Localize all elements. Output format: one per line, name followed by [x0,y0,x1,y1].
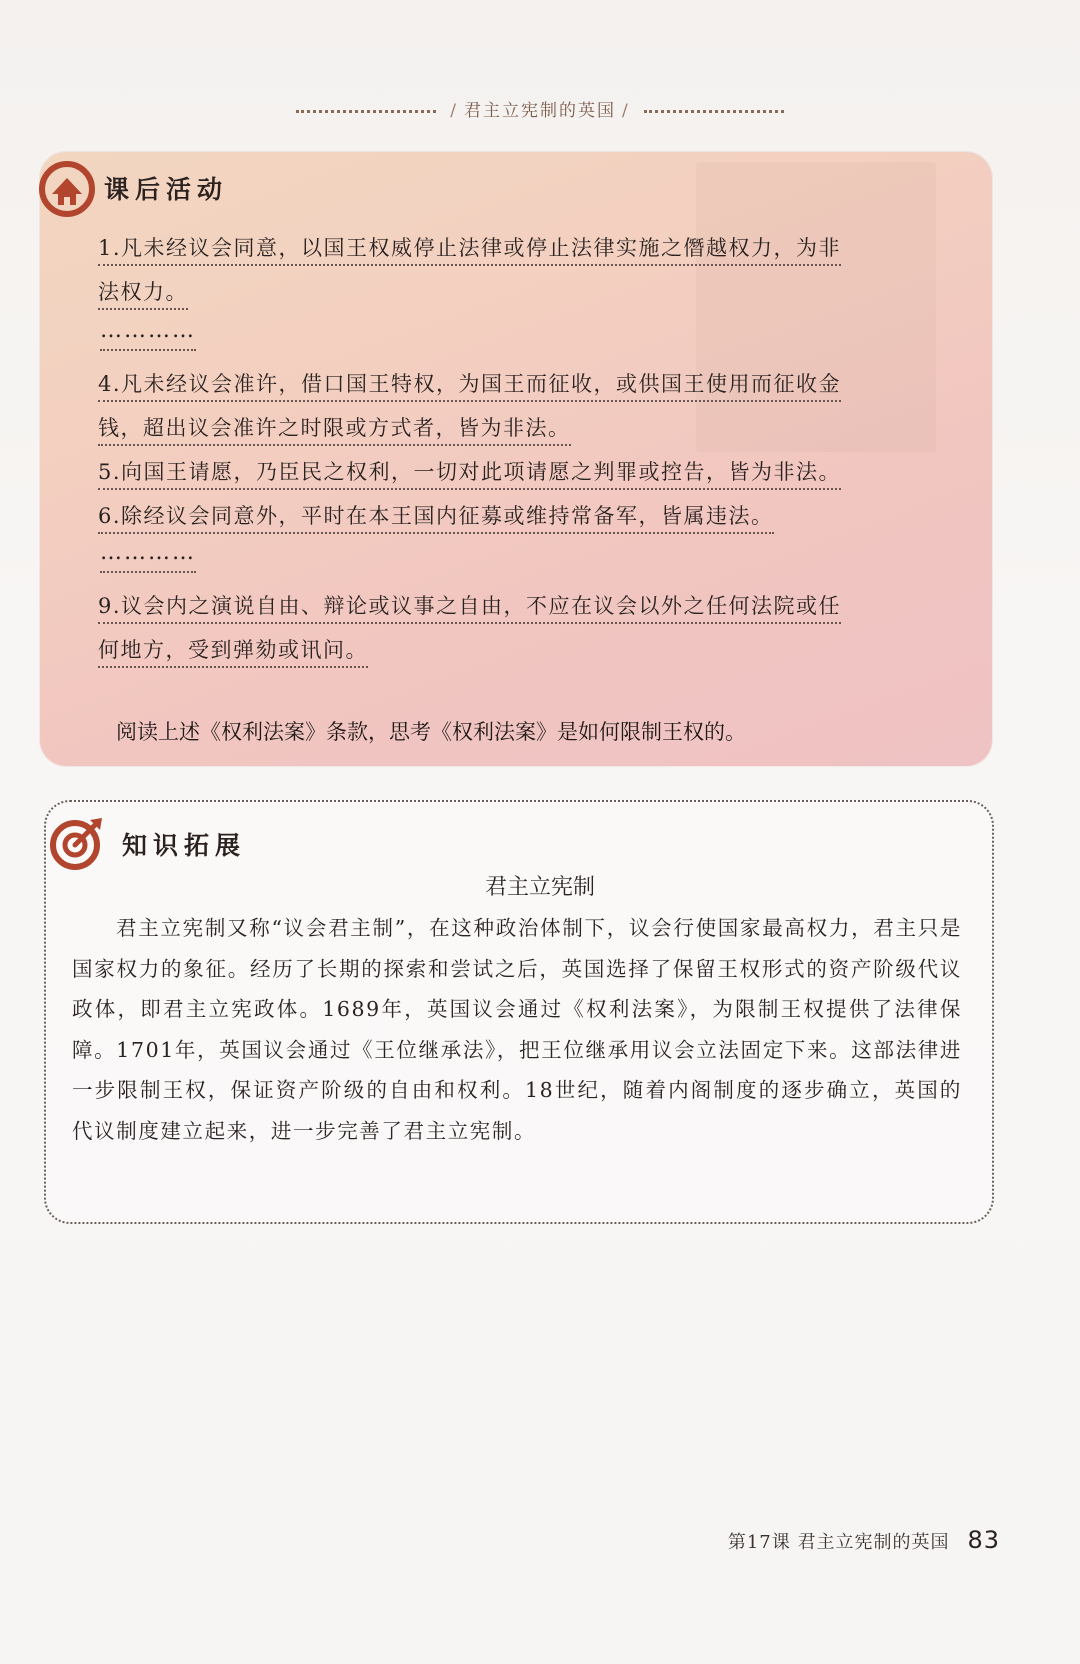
knowledge-subtitle: 君主立宪制 [484,875,595,900]
activity-prompt: 阅读上述《权利法案》条款，思考《权利法案》是如何限制王权的。 [116,720,746,744]
activity-line-6: 6.除经议会同意外，平时在本王国内征募或维持常备军，皆属违法。 [98,500,774,530]
running-head-dots-right [644,110,784,113]
activity-line-9: 9.议会内之演说自由、辩论或议事之自由，不应在议会以外之任何法院或任 [98,590,841,620]
knowledge-title: 知识拓展 [122,831,247,860]
activity-line-2: 法权力。 [98,276,188,306]
house-in-circle-icon [38,160,96,218]
page-number: 83 [967,1526,1000,1554]
knowledge-paragraph: 君主立宪制又称“议会君主制”，在这种政治体制下，议会行使国家最高权力，君主只是国家权力的象征。经历了长期的探索和尝试之后，英国选择了保留王权形式的资产阶级代议政体，即君主立宪政体。1689年，英国议会通过《权利法案》，为限制王权提供了法律保障。1701年，英国议会通过《王位继承法》，把王位继承用议会立法固定下来。这部法律进一步限制王权，保证资产阶级的自由和权利。18世纪，随着内阁制度的逐步确立，英国的代议制度建立起来，进一步完善了君主立宪制。 [72,916,962,1143]
target-arrow-icon [48,814,106,872]
bleed-through-shadow [696,162,936,452]
activity-ellipsis-2: ………… [100,540,196,565]
footer-lesson: 第17课 君主立宪制的英国 [727,1532,950,1553]
activity-line-5: 5.向国王请愿，乃臣民之权利，一切对此项请愿之判罪或控告，皆为非法。 [98,456,841,486]
page-footer [728,1526,1000,1554]
running-head-dots-left [296,110,436,113]
activity-line-4: 4.凡未经议会准许，借口国王特权，为国王而征收，或供国王使用而征收金 [98,368,841,398]
activity-line-1: 1.凡未经议会同意，以国王权威停止法律或停止法律实施之僭越权力，为非 [98,232,841,262]
activity-line-4-cont: 钱，超出议会准许之时限或方式者，皆为非法。 [98,412,571,442]
running-head-title: 君主立宪制的英国 [464,101,616,121]
activity-line-9-cont: 何地方，受到弹劾或讯问。 [98,634,368,664]
activity-ellipsis-1: ………… [100,318,196,343]
activity-title: 课后活动 [104,175,229,204]
running-head: / 君主立宪制的英国 / [0,96,1080,121]
